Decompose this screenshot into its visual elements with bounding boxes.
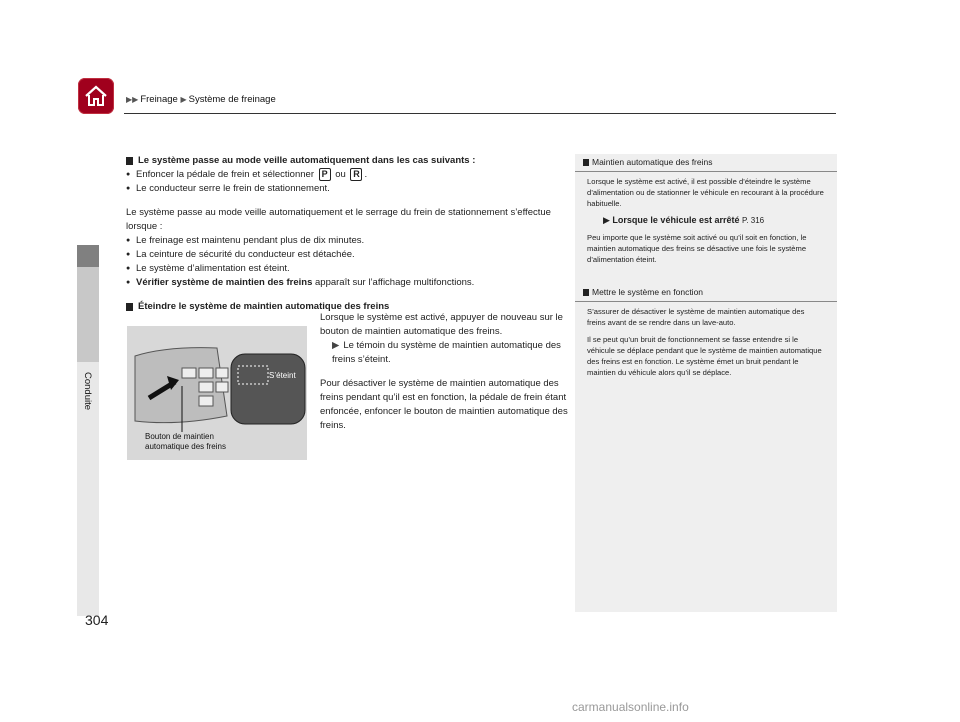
- side-tab-label: Conduite: [82, 372, 93, 411]
- gear-key-p: P: [319, 168, 331, 181]
- result-line: ▶ Le témoin du système de maintien automatique des freins s’éteint.: [332, 340, 561, 365]
- heading-square-icon: [126, 303, 133, 311]
- house-glyph: [84, 84, 108, 108]
- home-icon[interactable]: [78, 78, 114, 114]
- heading-square-icon: [126, 157, 133, 165]
- main-content: [126, 154, 566, 314]
- paragraph: Le système passe au mode veille automatiquement et le serrage du frein de stationnement s’effectue lorsque :: [126, 207, 551, 232]
- breadcrumb: [126, 94, 276, 105]
- note-paragraph: Peu importe que le système soit activé ou qu’il soit en fonction, le maintien automatique des freins se désactive une fois le système d’alimentation éteint.: [587, 233, 807, 264]
- breadcrumb-item-systeme[interactable]: Système de freinage: [188, 94, 276, 105]
- arrow-icon: ▶: [332, 340, 340, 351]
- bullet-item: ● Le conducteur serre le frein de stationnement.: [126, 182, 566, 196]
- xref-arrow-icon: ▶: [603, 215, 613, 225]
- note-flag-icon: [583, 289, 589, 296]
- cross-reference[interactable]: ▶ Lorsque le véhicule est arrêté P. 316: [603, 215, 765, 225]
- breadcrumb-arrow-icon: ▶: [180, 95, 187, 104]
- note-title: Mettre le système en fonction: [575, 284, 837, 302]
- bullet-item: ● Le système d’alimentation est éteint.: [126, 262, 566, 276]
- note-flag-icon: [583, 159, 589, 166]
- side-tab-marker: [77, 245, 99, 267]
- note-title: Maintien automatique des freins: [575, 154, 837, 172]
- section2-text: [320, 311, 568, 433]
- bullet-item: ● Enfoncer la pédale de frein et sélectionner P ou R .: [126, 168, 566, 182]
- side-tab[interactable]: [77, 267, 99, 362]
- figure-label: Bouton de maintien automatique des freins: [145, 432, 226, 451]
- section1-heading: Le système passe au mode veille automatiquement dans les cas suivants :: [126, 154, 566, 168]
- note-paragraph: S’assurer de désactiver le système de maintien automatique des freins avant de se rendre dans un lave-auto.: [587, 307, 805, 327]
- watermark: carmanualsonline.info: [572, 700, 689, 714]
- bullet-item: ● Le freinage est maintenu pendant plus de dix minutes.: [126, 234, 566, 248]
- note-paragraph: Il se peut qu’un bruit de fonctionnement se fasse entendre si le véhicule se déplace pendant que le système de maintien automatique des freins est en fonction. Le système émet un bruit pendant le maintien du véhicule alors qu’il se déplace.: [587, 335, 822, 377]
- bullet-item: ● Vérifier système de maintien des freins apparaît sur l’affichage multifonctions.: [126, 276, 566, 290]
- bullet-item: ● La ceinture de sécurité du conducteur est détachée.: [126, 248, 566, 262]
- breadcrumb-item-freinage[interactable]: Freinage: [140, 94, 178, 105]
- note-mettre-en-fonction: [575, 284, 837, 384]
- figure-callout-text: S’éteint: [269, 371, 296, 380]
- paragraph: Pour désactiver le système de maintien automatique des freins pendant qu’il est en fonction, la pédale de frein étant enfoncée, enfoncer le bouton de maintien automatique des freins.: [320, 378, 568, 431]
- section2-heading: Éteindre le système de maintien automatique des freins: [126, 300, 566, 314]
- breadcrumb-arrow-icon: ▶▶: [126, 95, 139, 104]
- page-number: 304: [85, 612, 109, 628]
- note-maintien-automatique: [575, 154, 837, 271]
- gear-key-r: R: [350, 168, 362, 181]
- paragraph: Lorsque le système est activé, appuyer de nouveau sur le bouton de maintien automatique des freins.: [320, 312, 563, 337]
- note-paragraph: Lorsque le système est activé, il est possible d’éteindre le système d’alimentation ou de stationner le véhicule en recourant à la procédure habituelle.: [587, 177, 824, 208]
- header-divider: [124, 113, 836, 114]
